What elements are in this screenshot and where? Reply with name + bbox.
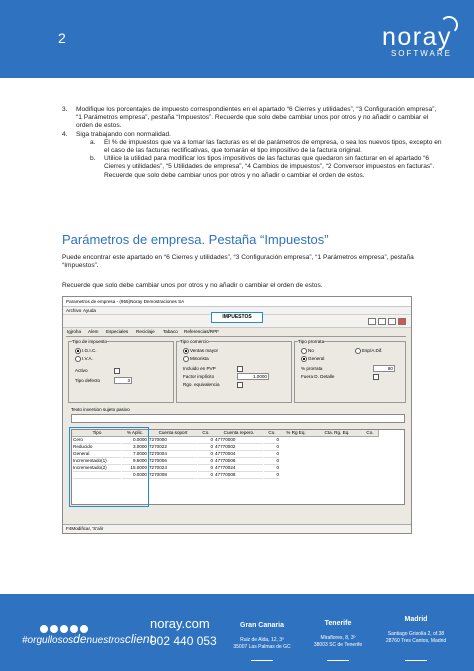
table-cell[interactable]: 7270004 xyxy=(149,451,197,458)
list-item: 3. Modifique los porcentajes de impuesto correspondientes en el apartado “6 Cierres y utilidades”, “3 Configuración empresa”, “1 Parámetros empresa”, pestaña “Impuestos”. Recuerde que solo debe cambiar unos por otros y no añadir o cambiar el orden de estos. xyxy=(62,106,437,130)
col-header: Cuenta repero. xyxy=(214,430,265,437)
col-header: Cuenta soport xyxy=(148,430,199,437)
app-screenshot xyxy=(62,296,412,534)
address-gran-canaria: Ruiz de Alda, 12, 3º 35007 Las Palmas de GC xyxy=(233,637,291,650)
tipo-impuesto-panel xyxy=(68,341,174,403)
table-cell[interactable]: 0 xyxy=(198,437,213,444)
col-header: Co. xyxy=(362,430,379,437)
table-cell[interactable]: 7270024 xyxy=(149,465,197,472)
table-cell[interactable]: 0.0000 xyxy=(122,472,147,479)
fuera-detalle-label: Fuera D. Detalle xyxy=(301,374,335,379)
equivalencia-label: Rgo. equivalencia xyxy=(183,382,220,387)
save-icon[interactable] xyxy=(368,318,376,325)
table-cell[interactable]: 47770006 xyxy=(215,458,263,465)
activo-checkbox[interactable] xyxy=(114,368,120,374)
table-cell[interactable]: 0 xyxy=(198,444,213,451)
page-number: 2 xyxy=(58,30,66,46)
table-cell[interactable]: 0 xyxy=(264,465,279,472)
col-header: Tipo xyxy=(72,430,123,437)
table-cell[interactable]: 9.5000 xyxy=(122,458,147,465)
section-paragraph: Recuerde que solo debe cambiar unos por otros y no añadir o cambiar el orden de estos. xyxy=(62,282,323,289)
window-titlebar xyxy=(63,297,411,307)
activo-label: Activo xyxy=(75,368,88,373)
table-cell[interactable]: 47770004 xyxy=(215,451,263,458)
percentage-highlight-box xyxy=(69,427,149,507)
col-header: Cta. Rg. Eq. xyxy=(312,430,363,437)
divider xyxy=(251,660,273,661)
table-cell[interactable]: 47770008 xyxy=(215,472,263,479)
radio-general[interactable]: General xyxy=(301,356,324,362)
divider xyxy=(327,660,349,661)
col-header: % Rg Eq. xyxy=(280,430,313,437)
tipo-defecto-label: Tipo defecto xyxy=(75,378,101,383)
hashtag: #orgullososdenuestrosclient xyxy=(22,632,153,646)
factor-field[interactable]: 1.0000 xyxy=(237,373,269,380)
table-cell[interactable]: 47770002 xyxy=(215,444,263,451)
section-title: Parámetros de empresa. Pestaña “Impuestos” xyxy=(62,232,329,247)
help-icon[interactable] xyxy=(388,318,396,325)
table-cell[interactable]: Cero xyxy=(73,437,121,444)
section-heading-wrap xyxy=(62,232,329,247)
prorrata-pct-field[interactable]: 80 xyxy=(373,365,395,372)
close-icon[interactable] xyxy=(398,318,406,325)
table-cell[interactable]: 7270008 xyxy=(149,472,197,479)
tab-igjroha[interactable]: Igjroha xyxy=(67,329,82,334)
table-cell[interactable]: 15.0000 xyxy=(122,465,147,472)
table-cell[interactable]: Incrementado(1) xyxy=(73,458,121,465)
footer-website[interactable]: noray.com xyxy=(150,616,210,631)
window-title: Parametros de empresa - (955)Noray Demostraciones SA xyxy=(66,299,185,304)
tab-tabaco[interactable]: Tabaco xyxy=(163,329,178,334)
tab-strip xyxy=(66,328,406,337)
table-cell[interactable]: 7270006 xyxy=(149,458,197,465)
sub-list-item: a. El % de impuestos que va a tomar las facturas es el de parámetros de empresa, o sea los nuevos tipos, excepto en el caso de las facturas rectificativas, que tomarán el tipo impositivo de la factura original. xyxy=(90,138,442,155)
city-madrid: Madrid xyxy=(404,616,428,623)
col-header: Co. xyxy=(264,430,281,437)
factor-label: Factor implícito xyxy=(183,374,215,379)
table-cell[interactable]: 0 xyxy=(264,451,279,458)
radio-no[interactable]: No xyxy=(301,348,314,354)
table-cell[interactable]: 0.0000 xyxy=(122,437,147,444)
texto-inversion-field[interactable] xyxy=(71,414,405,423)
table-cell[interactable]: 0 xyxy=(198,458,213,465)
table-cell[interactable]: Reducido xyxy=(73,444,121,451)
table-cell[interactable]: Incrementado(2) xyxy=(73,465,121,472)
logo-sub-text: SOFTWARE xyxy=(390,49,452,58)
radio-iva[interactable]: I.V.A. xyxy=(75,356,93,362)
table-cell[interactable]: 0 xyxy=(198,451,213,458)
noray-logo xyxy=(381,23,452,58)
logo-arc-icon xyxy=(440,16,458,34)
tab-especiales[interactable]: Especiales xyxy=(106,329,129,334)
impuestos-tab-highlight[interactable]: IMPUESTOS xyxy=(211,312,263,323)
table-cell[interactable]: 47770000 xyxy=(215,437,263,444)
print-icon[interactable] xyxy=(378,318,386,325)
table-cell[interactable]: 3.0000 xyxy=(122,444,147,451)
menu-ayuda[interactable]: Ayuda xyxy=(83,308,96,313)
table-cell[interactable]: 0 xyxy=(264,472,279,479)
tab-alem[interactable]: Alem xyxy=(88,329,99,334)
table-cell[interactable]: 7270000 xyxy=(149,437,197,444)
logo-main-text: noray xyxy=(381,23,452,51)
panel-label: Tipo comercio xyxy=(180,339,209,344)
tab-referencias[interactable]: Referencias/RPF xyxy=(184,329,219,334)
table-cell[interactable]: 7.0000 xyxy=(122,451,147,458)
texto-inversion-label: Texto inversion sujeto pasivo xyxy=(71,407,130,412)
divider xyxy=(405,660,427,661)
col-header: % Aplic. xyxy=(122,430,149,437)
pvp-label: Incluido en PVP xyxy=(183,366,216,371)
pvp-checkbox[interactable] xyxy=(237,366,243,372)
table-cell[interactable]: 0 xyxy=(198,465,213,472)
panel-label: Tipo de impuesto xyxy=(72,339,108,344)
page-footer xyxy=(0,594,474,671)
tipo-defecto-field[interactable]: 3 xyxy=(114,377,132,384)
col-header: Co. xyxy=(198,430,215,437)
list-item: 4. Siga trabajando con normalidad. xyxy=(62,130,171,138)
radio-igic[interactable]: I.G.I.C. xyxy=(75,348,97,354)
radio-ventas-mayor[interactable]: Ventas mayor xyxy=(183,348,218,354)
table-cell[interactable]: 0 xyxy=(198,472,213,479)
status-text: F4Modificar, 'S'alir xyxy=(66,526,104,531)
section-paragraph: Puede encontrar este apartado en “6 Cierres y utilidades”, “3 Configuración empresa”, “1 Parámetros empresa”, pestaña “Impuestos”. xyxy=(62,254,414,270)
address-madrid: Santiago Grisolía 2, of.38 28760 Tres Cantos, Madrid xyxy=(385,631,447,644)
table-cell[interactable]: 7270022 xyxy=(149,444,197,451)
footer-phone: 902 440 053 xyxy=(150,634,217,648)
radio-minorista[interactable]: Minorista xyxy=(183,356,209,362)
table-cell[interactable]: 0 xyxy=(264,437,279,444)
prorrata-pct-label: % prorrata xyxy=(301,366,323,371)
city-tenerife: Tenerife xyxy=(324,620,352,627)
fuera-detalle-checkbox[interactable] xyxy=(373,374,379,380)
address-tenerife: Miraflores, 8, 3º 38003 SC de Tenerife xyxy=(313,635,363,648)
panel-label: Tipo prorrata xyxy=(298,339,325,344)
table-cell[interactable]: 0 xyxy=(264,444,279,451)
radio-esp-adif[interactable]: Esp/A.Dif. xyxy=(355,348,382,354)
sub-list-item: b. Utilice la utilidad para modificar los tipos impositivos de las facturas que quedaron sin facturar en el apartado “6 Cierres y utilidades”, “5 Utilidades de empresa”, “4 Cambios de impuestos”, “2 Conversor impuestos en facturas”. Recuerde que solo debe cambiar unos por otros y no añadir o cambiar el orden de estos. xyxy=(90,155,435,179)
equivalencia-checkbox[interactable] xyxy=(237,382,243,388)
table-cell[interactable]: 47770024 xyxy=(215,465,263,472)
city-gran-canaria: Gran Canaria xyxy=(240,622,284,629)
tipo-prorrata-panel xyxy=(294,341,406,403)
instruction-list xyxy=(62,106,442,180)
status-bar xyxy=(63,524,411,533)
table-cell[interactable]: 0 xyxy=(264,458,279,465)
menu-archivo[interactable]: Archivo xyxy=(66,308,82,313)
page-header xyxy=(0,0,474,78)
tab-reciclaje[interactable]: Reciclaje xyxy=(136,329,155,334)
tipo-comercio-panel xyxy=(176,341,292,403)
table-cell[interactable]: General xyxy=(73,451,121,458)
